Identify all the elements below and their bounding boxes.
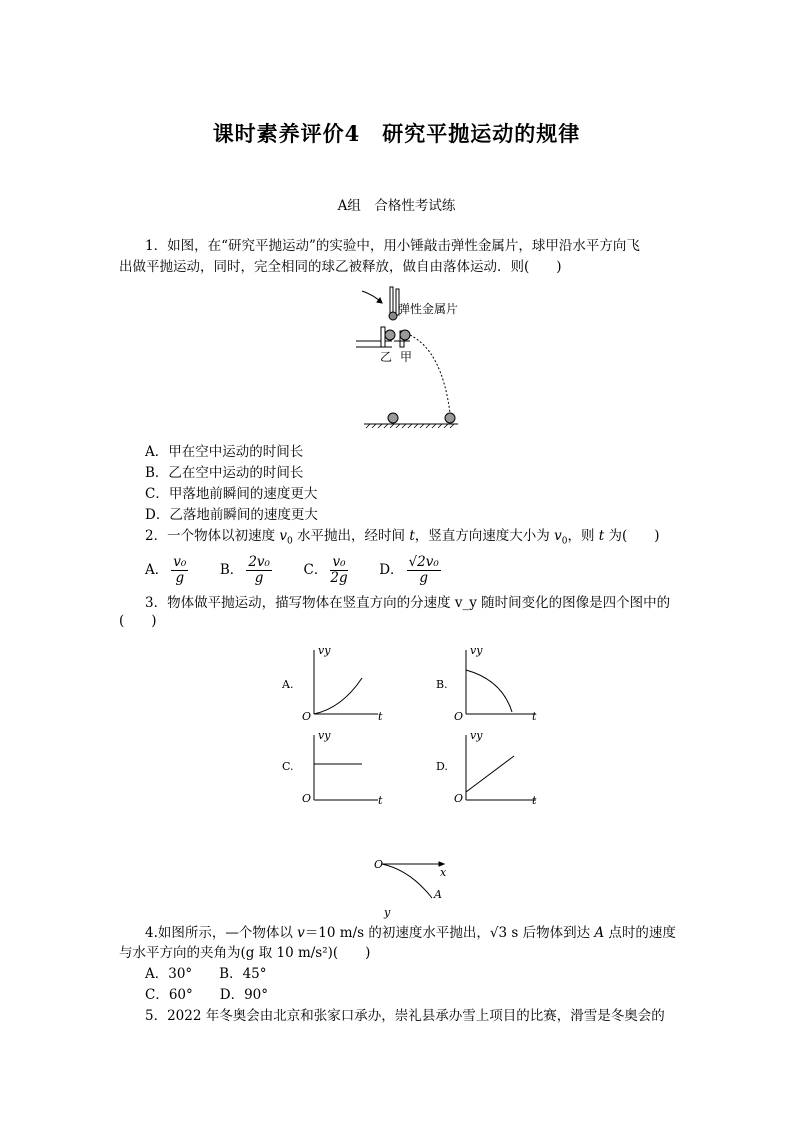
q4-fig-point-a: A xyxy=(434,888,442,901)
q4-fig-x: x xyxy=(440,866,447,879)
graph-d-xlabel: t xyxy=(532,794,537,807)
q1-option-c: C．甲落地前瞬间的速度更大 xyxy=(145,486,318,502)
ball-jia-ground xyxy=(445,413,455,423)
graph-b-curve xyxy=(466,670,512,712)
graph-b-label: B. xyxy=(436,678,448,691)
q3-stem-line2: ( ) xyxy=(119,613,157,629)
q1-option-a: A．甲在空中运动的时间长 xyxy=(145,444,304,460)
q2-opt-c-fraction: $\frac{\text{v₀}}{2g}$ xyxy=(330,554,348,586)
graph-d-label: D. xyxy=(436,760,448,773)
section-heading: A组 合格性考试练 xyxy=(337,198,456,214)
label-jia: 甲 xyxy=(400,350,413,364)
q4-stem-line2: 与水平方向的夹角为(g 取 10 m/s²)( ) xyxy=(119,945,371,961)
q2-opt-a-fraction: $\frac{\text{v₀}}{g}$ xyxy=(173,554,187,586)
q4-fig-origin: O xyxy=(374,858,384,871)
q2-options xyxy=(145,553,444,587)
graph-c-ylabel: vy xyxy=(318,729,331,742)
graph-c-label: C. xyxy=(282,760,294,773)
ball-yi-ground xyxy=(388,413,398,423)
hammer-head xyxy=(389,312,397,320)
graph-a-xlabel: t xyxy=(378,710,383,723)
q4-options-ab: A．30° B．45° xyxy=(145,966,267,982)
q2-opt-c-label: C． xyxy=(303,562,328,578)
page-title: 课时素养评价4 研究平抛运动的规律 xyxy=(212,121,581,146)
q4-fig-y: y xyxy=(384,906,391,919)
q3-stem-line1: 3．物体做平抛运动，描写物体在竖直方向的分速度 v_y 随时间变化的图像是四个图中的 xyxy=(145,595,671,611)
q5-stem-line1: 5．2022 年冬奥会由北京和张家口承办，崇礼县承办雪上项目的比赛，滑雪是冬奥会的 xyxy=(145,1008,665,1024)
q1-option-b: B．乙在空中运动的时间长 xyxy=(145,465,304,481)
q2-opt-d-label: D． xyxy=(379,562,404,578)
q1-stem-line2: 出做平抛运动，同时，完全相同的球乙被释放，做自由落体运动．则( ) xyxy=(119,259,562,275)
graph-a-label: A. xyxy=(282,678,294,691)
graph-b-ylabel: vy xyxy=(470,644,483,657)
q2-opt-a-label: A． xyxy=(145,562,169,578)
ball-yi xyxy=(385,330,395,340)
trajectory-curve xyxy=(410,335,450,413)
q1-apparatus-figure xyxy=(350,283,470,433)
q2-opt-b-label: B． xyxy=(219,562,244,578)
q4-stem-line1: 4.如图所示，—个物体以 v＝10 m/s 的初速度水平抛出，√3 s 后物体到达 A 点时的速度 xyxy=(145,925,676,941)
graph-c-xlabel: t xyxy=(378,794,383,807)
q2-opt-d-fraction: $\frac{\text{√2v₀}}{g}$ xyxy=(408,554,439,586)
ball-jia xyxy=(400,330,410,340)
q4-trajectory-figure xyxy=(370,852,460,922)
graph-d-origin: O xyxy=(454,792,464,805)
q2-opt-b-fraction: $\frac{\text{2v₀}}{g}$ xyxy=(248,554,270,586)
graph-d-line xyxy=(466,756,514,792)
q1-option-d: D．乙落地前瞬间的速度更大 xyxy=(145,507,318,523)
q1-stem-line1: 1．如图，在“研究平抛运动”的实验中，用小锤敲击弹性金属片，球甲沿水平方向飞 xyxy=(145,238,640,254)
label-metal-plate: 弹性金属片 xyxy=(398,302,459,316)
graph-c-origin: O xyxy=(302,792,312,805)
graph-a-origin: O xyxy=(302,710,312,723)
graph-a-ylabel: vy xyxy=(318,644,331,657)
graph-b-xlabel: t xyxy=(532,710,537,723)
q4-options-cd: C．60° D．90° xyxy=(145,987,269,1003)
graph-d-ylabel: vy xyxy=(470,729,483,742)
q4-trajectory xyxy=(382,864,432,898)
graph-b-origin: O xyxy=(454,710,464,723)
graph-a-curve xyxy=(314,678,362,714)
q2-stem: 2．一个物体以初速度 $v_0$ 水平抛出，经时间 t，竖直方向速度大小为 $v_0$，则 t 为( ) xyxy=(145,528,660,547)
label-yi: 乙 xyxy=(380,350,393,364)
q3-graphs-figure xyxy=(270,640,550,815)
